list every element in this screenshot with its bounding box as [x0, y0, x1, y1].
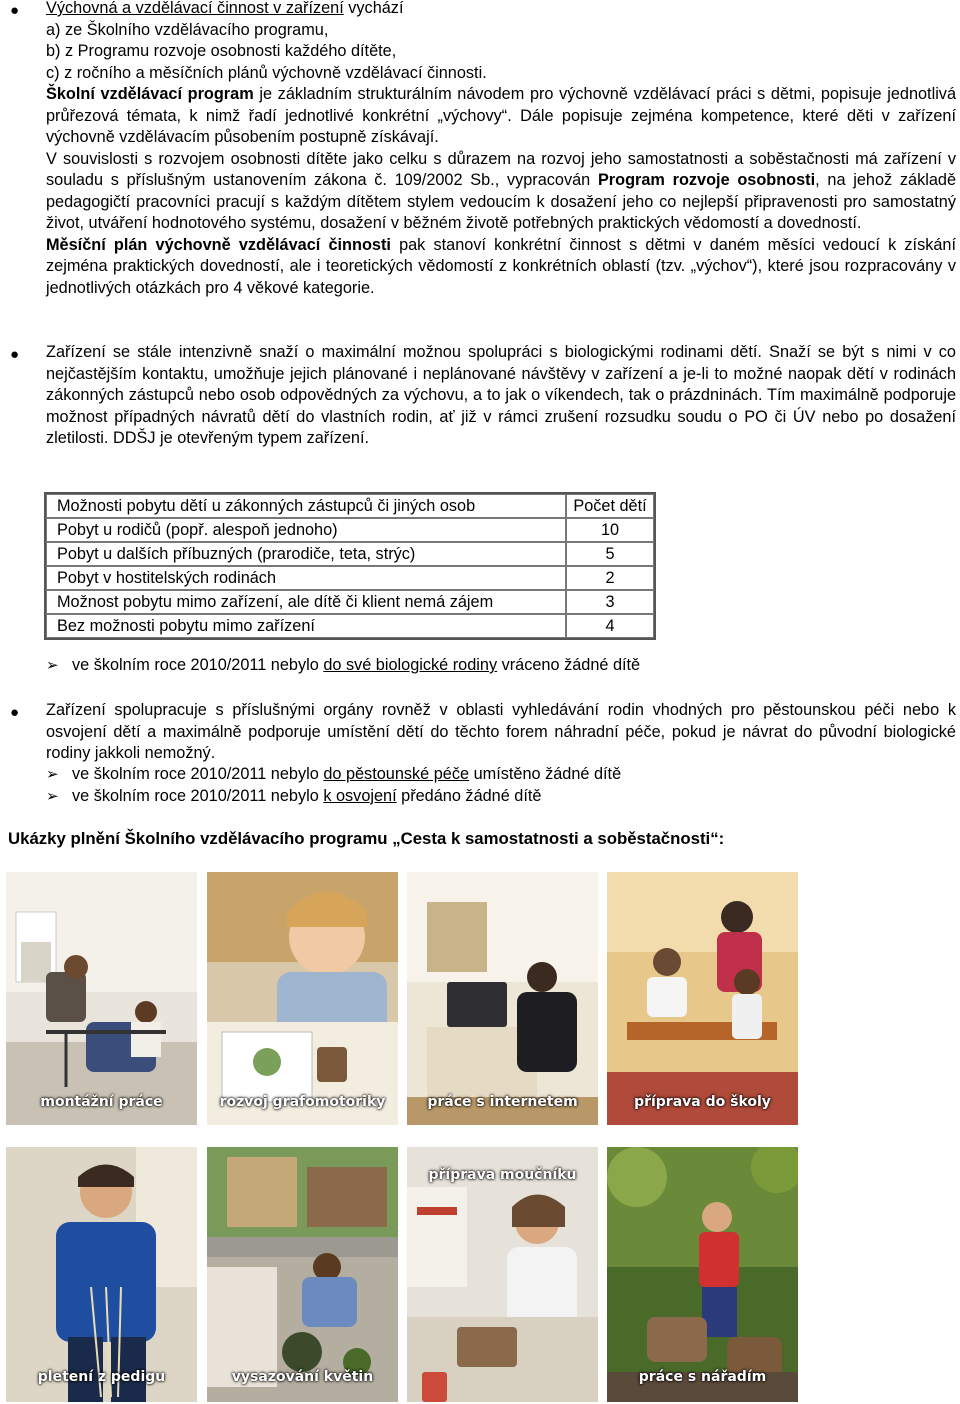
paragraph-monthly-text: pak stanoví konkrétní činnost s dětmi v daném měsíci vedoucí k získání zejména praktických dovedností, ale i teoretických vědomostí z konkrétních oblastí (tzv. „výchov“), které jsou rozpracovány v jednotlivých otázkách pro 4 věkové kategorie. — [46, 235, 956, 297]
table-row — [46, 566, 654, 590]
table-header-count: Počet dětí — [566, 494, 654, 518]
photo-planting — [207, 1147, 398, 1402]
table-cell-count: 2 — [566, 566, 654, 590]
table-row — [46, 614, 654, 638]
bullet: ● — [10, 346, 20, 363]
list-item-a: a) ze Školního vzdělávacího programu, — [46, 20, 329, 39]
table-cell-count: 5 — [566, 542, 654, 566]
table-cell-label: Bez možnosti pobytu mimo zařízení — [46, 614, 566, 638]
table-row — [46, 542, 654, 566]
photo-caption: příprava do školy — [634, 1094, 771, 1110]
arrow-bullet-icon: ➢ — [46, 657, 59, 674]
photo-assembly — [6, 872, 197, 1125]
arrow-text-underlined: do své biologické rodiny — [323, 656, 498, 674]
photo-assembly-icon — [6, 872, 197, 1125]
intro-rest: vychází — [343, 0, 404, 17]
photo-painting-icon — [207, 872, 398, 1125]
table-cell-count: 10 — [566, 518, 654, 542]
photo-weaving-icon — [6, 1147, 197, 1402]
arrow-line-foster — [46, 764, 621, 786]
arrow-text-post: vráceno žádné dítě — [497, 656, 641, 674]
photo-planting-icon — [207, 1147, 398, 1402]
photo-caption: vysazování květin — [231, 1369, 374, 1385]
photo-caption: pletení z pedigu — [37, 1369, 166, 1385]
photo-computer — [407, 872, 598, 1125]
bullet: ● — [10, 2, 20, 19]
photo-caption: příprava moučníku — [428, 1167, 577, 1183]
arrow-line-adoption — [46, 786, 541, 808]
paragraph-foster: Zařízení spolupracuje s příslušnými orgány rovněž v oblasti vyhledávání rodin vhodných pro pěstounskou péči nebo k osvojení dětí a maximálně podporuje umístění dětí do těchto forem náhradní péče, pokud je návrat do původní biologické rodiny jakkoli nemožný. — [46, 701, 956, 762]
photo-tools-icon — [607, 1147, 798, 1402]
photo-painting — [207, 872, 398, 1125]
table-row — [46, 590, 654, 614]
paragraph-svp — [46, 84, 956, 149]
term-monthly-plan: Měsíční plán výchovně vzdělávací činnosti — [46, 235, 391, 254]
paragraph-monthly — [46, 235, 956, 300]
table-cell-label: Pobyt u dalších příbuzných (prarodiče, teta, strýc) — [46, 542, 566, 566]
list-item-c: c) z ročního a měsíčních plánů výchovně vzdělávací činnosti. — [46, 63, 487, 82]
table-cell-label: Pobyt v hostitelských rodinách — [46, 566, 566, 590]
table-cell-label: Pobyt u rodičů (popř. alespoň jednoho) — [46, 518, 566, 542]
paragraph-families: Zařízení se stále intenzivně snaží o maximální možnou spolupráci s biologickými rodinami dětí. Snaží se být s nimi v co nejčastějším kontaktu, umožňuje jejich plánované i neplánované návštěvy v zařízení a je-li to možné naopak dětí v rodinách zákonných zástupců nebo osob odpovědných za výchovu, a to jak o víkendech, tak o prázdninách. Tím maximálně podporuje možnost případných návratů dětí do vlastních rodin, ať již v rámci zrušení rozsudku soudu o PO či ÚV nebo po dosažení zletilosti. DDŠJ je otevřeným typem zařízení. — [46, 343, 956, 447]
intro-underlined: Výchovná a vzdělávací činnost v zařízení — [46, 0, 344, 17]
paragraph-program — [46, 149, 956, 235]
table-cell-label: Možnost pobytu mimo zařízení, ale dítě či klient nemá zájem — [46, 590, 566, 614]
section-education — [46, 0, 956, 299]
stay-options-table — [44, 492, 656, 640]
photo-homework-icon — [607, 872, 798, 1125]
arrow-bullet-icon: ➢ — [46, 766, 59, 783]
photo-tools — [607, 1147, 798, 1402]
intro-line — [46, 0, 956, 20]
section-foster — [46, 700, 956, 765]
arrow-bullet-icon: ➢ — [46, 788, 59, 805]
photo-baking — [407, 1147, 598, 1402]
arrow-line-family — [46, 655, 640, 677]
term-program: Program rozvoje osobnosti — [597, 171, 816, 189]
term-svp: Školní vzdělávací program — [46, 85, 254, 103]
photo-caption: práce s internetem — [427, 1094, 578, 1110]
arrow-text-underlined: do pěstounské péče — [323, 765, 470, 783]
photo-caption: rozvoj grafomotoriky — [219, 1094, 386, 1110]
photo-caption: montážní práce — [40, 1094, 163, 1110]
table-header-options: Možnosti pobytu dětí u zákonných zástupců či jiných osob — [46, 494, 566, 518]
arrow-text-post: předáno žádné dítě — [396, 787, 542, 805]
arrow-text-underlined: k osvojení — [323, 787, 397, 805]
section-families — [46, 342, 956, 450]
photos-heading: Ukázky plnění Školního vzdělávacího programu „Cesta k samostatnosti a soběstačnosti“: — [8, 829, 725, 848]
arrow-text-post: umístěno žádné dítě — [469, 765, 622, 783]
photo-caption: práce s nářadím — [638, 1369, 767, 1385]
paragraph-program-text2: , na jehož základě pedagogičtí pracovníci pracují s každým dítětem stylem vedoucím k dosažení jeho co nejlepší připravenosti pro samostatný život, utváření hodnotového systému, dosažení v běžném životě potřebných praktických vědomostí a dovedností. — [46, 171, 956, 232]
arrow-text-pre: ve školním roce 2010/2011 nebylo — [72, 787, 324, 805]
photo-homework — [607, 872, 798, 1125]
table-cell-count: 3 — [566, 590, 654, 614]
arrow-text-pre: ve školním roce 2010/2011 nebylo — [72, 765, 324, 783]
table-row — [46, 518, 654, 542]
arrow-text-pre: ve školním roce 2010/2011 nebylo — [72, 656, 324, 674]
paragraph-program-text1: V souvislosti s rozvojem osobnosti dítěte jako celku s důrazem na rozvoj jeho samostatnosti a soběstačnosti má zařízení v souladu s příslušným ustanovením zákona č. 109/2002 Sb., vypracován — [46, 149, 956, 189]
bullet: ● — [10, 704, 20, 721]
photo-weaving — [6, 1147, 197, 1402]
photo-computer-icon — [407, 872, 598, 1125]
paragraph-svp-text: je základním strukturálním návodem pro výchovně vzdělávací práci s dětmi, popisuje jednotlivá průřezová témata, k nimž řadí jednotlivé konkrétní „výchovy“. Dále popisuje zejména kompetence, které děti v zařízení výchovně vzdělávacím působením postupně získávají. — [46, 85, 957, 146]
list-item-b: b) z Programu rozvoje osobnosti každého dítěte, — [46, 42, 397, 60]
table-cell-count: 4 — [566, 614, 654, 638]
table-header-row — [46, 494, 654, 518]
